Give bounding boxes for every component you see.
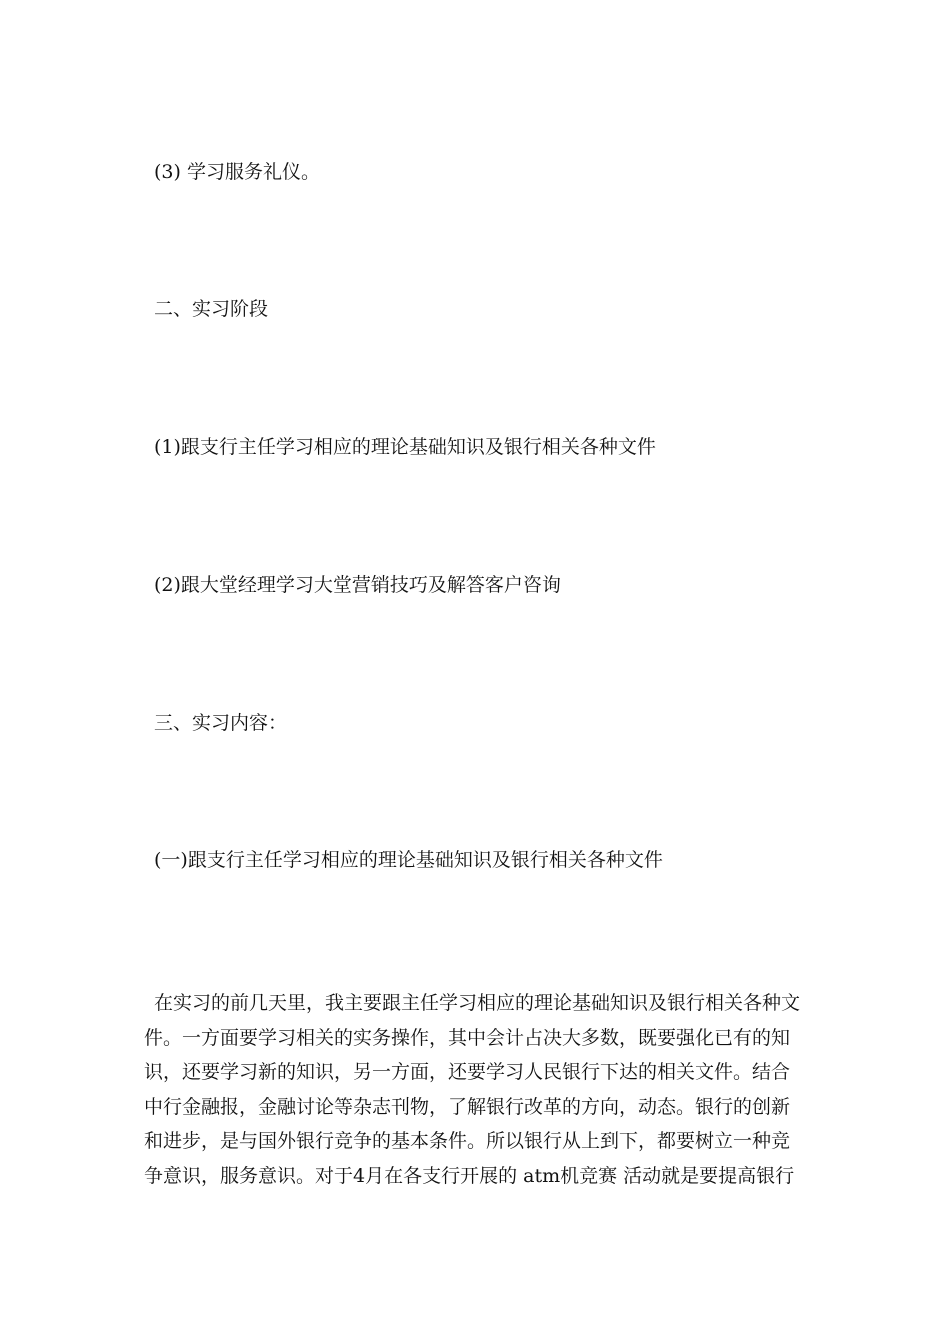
body-paragraph	[144, 986, 814, 1193]
list-item-stage-2: (2)跟大堂经理学习大堂营销技巧及解答客户咨询	[154, 574, 561, 596]
section-heading-internship-content: 三、实习内容：	[154, 712, 288, 734]
list-item-service-etiquette: (3) 学习服务礼仪。	[154, 161, 320, 183]
list-item-stage-1: (1)跟支行主任学习相应的理论基础知识及银行相关各种文件	[154, 436, 656, 458]
subheading-content-1: (一)跟支行主任学习相应的理论基础知识及银行相关各种文件	[154, 849, 663, 871]
paragraph-line: 中行金融报，金融讨论等杂志刊物，了解银行改革的方向，动态。银行的创新	[144, 1095, 791, 1118]
paragraph-line: 争意识，服务意识。对于4月在各支行开展的 atm机竞赛 活动就是要提高银行	[144, 1164, 795, 1187]
paragraph-line: 在实习的前几天里，我主要跟主任学习相应的理论基础知识及银行相关各种文	[154, 992, 801, 1014]
paragraph-line: 识，还要学习新的知识，另一方面，还要学习人民银行下达的相关文件。结合	[144, 1061, 791, 1083]
paragraph-line: 和进步，是与国外银行竞争的基本条件。所以银行从上到下，都要树立一种竞	[144, 1130, 791, 1152]
section-heading-internship-stage: 二、实习阶段	[154, 298, 269, 320]
paragraph-line: 件。一方面要学习相关的实务操作，其中会计占决大多数，既要强化已有的知	[144, 1026, 791, 1049]
